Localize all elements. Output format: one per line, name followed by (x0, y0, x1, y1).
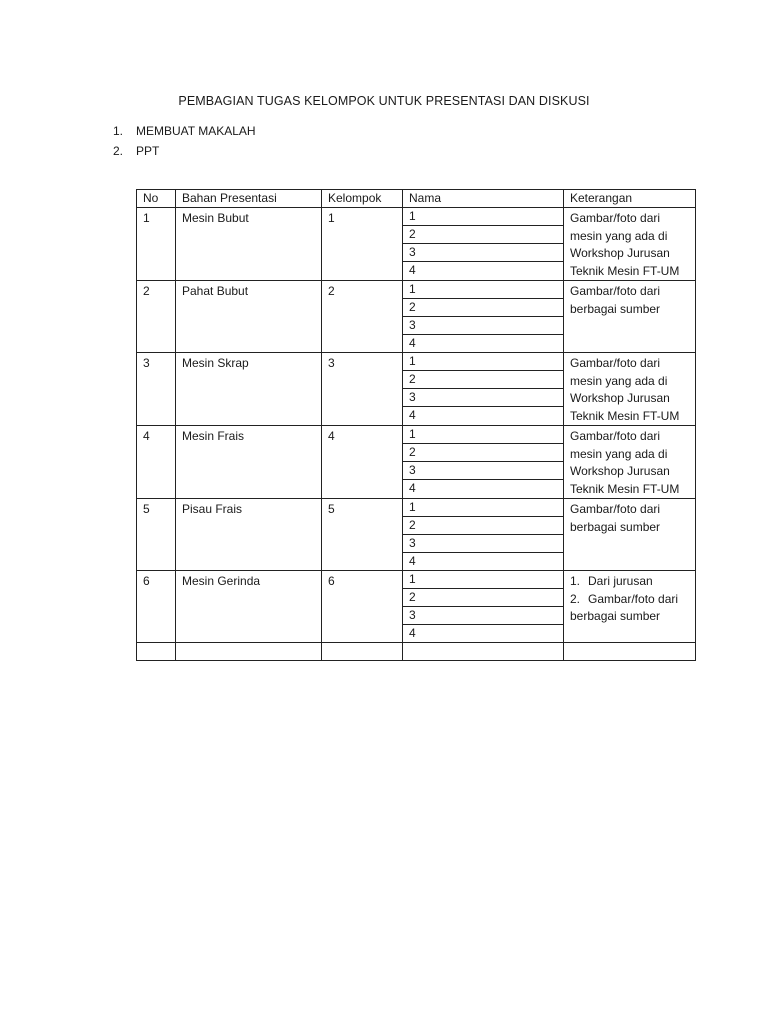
name-slot: 1 (403, 208, 563, 226)
empty-cell (322, 643, 403, 661)
name-slot: 4 (409, 408, 416, 422)
name-slot: 2 (403, 371, 563, 389)
keterangan-line: Teknik Mesin FT-UM (570, 481, 680, 496)
header-nama: Nama (403, 190, 564, 208)
keterangan-line: Gambar/foto dari (570, 429, 661, 443)
cell-no: 2 (137, 281, 176, 353)
keterangan-line: Teknik Mesin FT-UM (570, 263, 680, 278)
keterangan-line: mesin yang ada di (570, 446, 668, 461)
task-number: 1. (113, 124, 124, 138)
cell-bahan-presentasi: Pahat Bubut (176, 281, 322, 353)
name-slot: 2 (403, 589, 563, 607)
table-row-empty (137, 643, 696, 661)
cell-kelompok: 3 (322, 353, 403, 426)
keterangan-line: Gambar/foto dari (570, 284, 661, 298)
cell-kelompok: 1 (322, 208, 403, 281)
cell-keterangan (564, 571, 696, 643)
empty-cell (176, 643, 322, 661)
keterangan-line: Teknik Mesin FT-UM (570, 408, 680, 423)
name-slot: 1 (403, 499, 563, 517)
cell-kelompok: 5 (322, 499, 403, 571)
assignment-table (136, 189, 696, 661)
keterangan-line: Workshop Jurusan (570, 246, 670, 260)
header-keterangan: Keterangan (564, 190, 696, 208)
keterangan-line: mesin yang ada di (570, 373, 668, 388)
keterangan-line: Gambar/foto dari (570, 211, 661, 225)
name-slot: 1 (403, 571, 563, 589)
table-row (137, 571, 696, 643)
table-row (137, 281, 696, 353)
cell-keterangan (564, 353, 696, 426)
name-slot: 3 (403, 535, 563, 553)
header-no: No (137, 190, 176, 208)
name-slot: 4 (409, 481, 416, 495)
name-slot: 1 (403, 426, 563, 444)
keterangan-list-number: 1. (570, 574, 581, 588)
cell-nama (403, 499, 564, 571)
keterangan-line: berbagai sumber (570, 609, 661, 623)
keterangan-list-number: 2. (570, 591, 581, 606)
name-slot: 2 (403, 444, 563, 462)
document-title: PEMBAGIAN TUGAS KELOMPOK UNTUK PRESENTASI DAN DISKUSI (178, 94, 590, 108)
keterangan-line: Workshop Jurusan (570, 464, 670, 478)
empty-cell (564, 643, 696, 661)
cell-no: 4 (137, 426, 176, 499)
keterangan-line: Gambar/foto dari (570, 502, 661, 516)
keterangan-line: mesin yang ada di (570, 228, 668, 243)
task-text: MEMBUAT MAKALAH (136, 124, 256, 138)
name-slot: 3 (403, 244, 563, 262)
name-slot: 4 (409, 554, 416, 568)
cell-kelompok: 2 (322, 281, 403, 353)
table-row (137, 353, 696, 426)
cell-bahan-presentasi: Mesin Skrap (176, 353, 322, 426)
cell-no: 3 (137, 353, 176, 426)
cell-bahan-presentasi: Pisau Frais (176, 499, 322, 571)
cell-keterangan (564, 499, 696, 571)
cell-no: 5 (137, 499, 176, 571)
table-row (137, 499, 696, 571)
header-kelompok: Kelompok (322, 190, 403, 208)
name-slot: 4 (409, 263, 416, 277)
name-slot: 3 (403, 607, 563, 625)
name-slot: 2 (403, 517, 563, 535)
keterangan-list-item (570, 573, 689, 591)
cell-kelompok: 6 (322, 571, 403, 643)
name-slot: 2 (403, 226, 563, 244)
cell-bahan-presentasi: Mesin Gerinda (176, 571, 322, 643)
cell-bahan-presentasi: Mesin Frais (176, 426, 322, 499)
cell-no: 6 (137, 571, 176, 643)
cell-no: 1 (137, 208, 176, 281)
cell-kelompok: 4 (322, 426, 403, 499)
table-header-row (137, 190, 696, 208)
keterangan-list-text: Dari jurusan (588, 574, 653, 588)
name-slot: 1 (403, 281, 563, 299)
cell-keterangan (564, 281, 696, 353)
cell-nama (403, 208, 564, 281)
keterangan-list-item (570, 591, 689, 609)
empty-cell (137, 643, 176, 661)
cell-keterangan (564, 208, 696, 281)
table-row (137, 426, 696, 499)
name-slot: 1 (403, 353, 563, 371)
cell-nama (403, 426, 564, 499)
table-body (137, 208, 696, 661)
keterangan-line: Gambar/foto dari (570, 356, 661, 370)
table-row (137, 208, 696, 281)
header-bahan-presentasi: Bahan Presentasi (176, 190, 322, 208)
name-slot: 3 (403, 317, 563, 335)
keterangan-list-text: Gambar/foto dari (588, 591, 679, 606)
task-text: PPT (136, 144, 160, 158)
name-slot: 3 (403, 462, 563, 480)
task-number: 2. (113, 144, 124, 158)
cell-bahan-presentasi: Mesin Bubut (176, 208, 322, 281)
name-slot: 2 (403, 299, 563, 317)
name-slot: 4 (409, 336, 416, 350)
cell-nama (403, 353, 564, 426)
empty-cell (403, 643, 564, 661)
cell-nama (403, 571, 564, 643)
cell-keterangan (564, 426, 696, 499)
keterangan-line: Workshop Jurusan (570, 391, 670, 405)
cell-nama (403, 281, 564, 353)
keterangan-line: berbagai sumber (570, 519, 661, 534)
keterangan-list (570, 573, 689, 608)
name-slot: 3 (403, 389, 563, 407)
name-slot: 4 (409, 626, 416, 640)
keterangan-line: berbagai sumber (570, 301, 661, 316)
